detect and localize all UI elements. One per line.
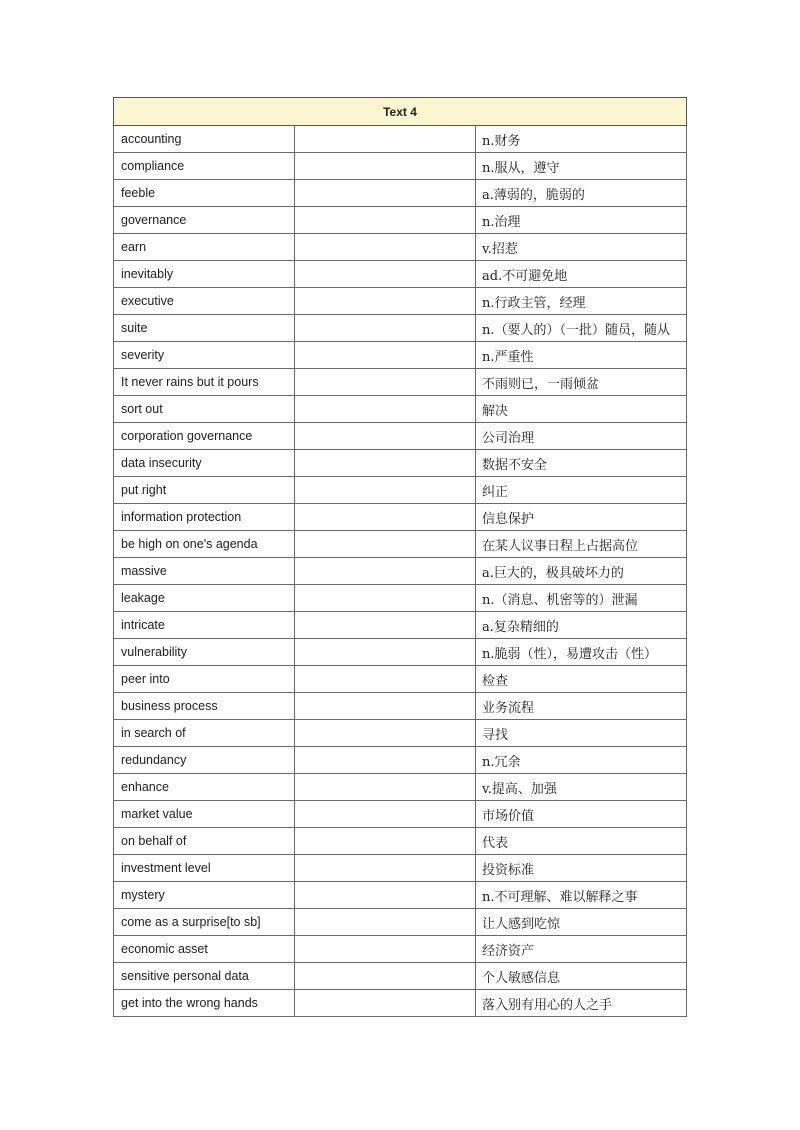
term-cell: corporation governance [114, 423, 295, 450]
blank-cell [295, 639, 476, 666]
term-cell: get into the wrong hands [114, 990, 295, 1017]
term-cell: executive [114, 288, 295, 315]
term-cell: intricate [114, 612, 295, 639]
blank-cell [295, 477, 476, 504]
table-row [114, 936, 687, 963]
definition-cell: n.治理 [476, 207, 687, 234]
blank-cell [295, 828, 476, 855]
definition-cell: 让人感到吃惊 [476, 909, 687, 936]
definition-cell: 市场价值 [476, 801, 687, 828]
blank-cell [295, 990, 476, 1017]
table-row [114, 315, 687, 342]
table-row [114, 990, 687, 1017]
table-row [114, 882, 687, 909]
term-cell: suite [114, 315, 295, 342]
blank-cell [295, 288, 476, 315]
table-row [114, 450, 687, 477]
definition-cell: 经济资产 [476, 936, 687, 963]
definition-cell: 数据不安全 [476, 450, 687, 477]
term-cell: on behalf of [114, 828, 295, 855]
definition-cell: 信息保护 [476, 504, 687, 531]
term-cell: market value [114, 801, 295, 828]
definition-cell: 寻找 [476, 720, 687, 747]
term-cell: data insecurity [114, 450, 295, 477]
term-cell: compliance [114, 153, 295, 180]
definition-cell: n.不可理解、难以解释之事 [476, 882, 687, 909]
definition-cell: ad.不可避免地 [476, 261, 687, 288]
table-row [114, 369, 687, 396]
table-row [114, 504, 687, 531]
blank-cell [295, 342, 476, 369]
blank-cell [295, 666, 476, 693]
blank-cell [295, 126, 476, 153]
term-cell: come as a surprise[to sb] [114, 909, 295, 936]
blank-cell [295, 963, 476, 990]
table-row [114, 855, 687, 882]
definition-cell: 落入别有用心的人之手 [476, 990, 687, 1017]
table-row [114, 396, 687, 423]
table-row [114, 477, 687, 504]
table-row [114, 261, 687, 288]
blank-cell [295, 855, 476, 882]
definition-cell: 在某人议事日程上占据高位 [476, 531, 687, 558]
term-cell: massive [114, 558, 295, 585]
blank-cell [295, 396, 476, 423]
definition-cell: n.（要人的）（一批）随员，随从 [476, 315, 687, 342]
blank-cell [295, 153, 476, 180]
table-row [114, 747, 687, 774]
definition-cell: n.冗余 [476, 747, 687, 774]
table-row [114, 693, 687, 720]
blank-cell [295, 531, 476, 558]
term-cell: It never rains but it pours [114, 369, 295, 396]
definition-cell: 检查 [476, 666, 687, 693]
definition-cell: n.财务 [476, 126, 687, 153]
blank-cell [295, 450, 476, 477]
definition-cell: 纠正 [476, 477, 687, 504]
table-row [114, 153, 687, 180]
definition-cell: n.服从，遵守 [476, 153, 687, 180]
term-cell: redundancy [114, 747, 295, 774]
term-cell: inevitably [114, 261, 295, 288]
term-cell: severity [114, 342, 295, 369]
blank-cell [295, 504, 476, 531]
definition-cell: 投资标准 [476, 855, 687, 882]
definition-cell: a.巨大的，极具破坏力的 [476, 558, 687, 585]
definition-cell: 代表 [476, 828, 687, 855]
table-row [114, 774, 687, 801]
table-row [114, 720, 687, 747]
blank-cell [295, 423, 476, 450]
term-cell: feeble [114, 180, 295, 207]
blank-cell [295, 612, 476, 639]
blank-cell [295, 720, 476, 747]
term-cell: in search of [114, 720, 295, 747]
table-body [114, 126, 687, 1017]
term-cell: accounting [114, 126, 295, 153]
blank-cell [295, 909, 476, 936]
blank-cell [295, 801, 476, 828]
vocabulary-table [113, 97, 687, 1017]
term-cell: information protection [114, 504, 295, 531]
table-row [114, 963, 687, 990]
blank-cell [295, 315, 476, 342]
table-row [114, 288, 687, 315]
definition-cell: n.（消息、机密等的）泄漏 [476, 585, 687, 612]
blank-cell [295, 936, 476, 963]
term-cell: be high on one's agenda [114, 531, 295, 558]
term-cell: business process [114, 693, 295, 720]
term-cell: enhance [114, 774, 295, 801]
definition-cell: 解决 [476, 396, 687, 423]
table-row [114, 801, 687, 828]
blank-cell [295, 774, 476, 801]
definition-cell: v.招惹 [476, 234, 687, 261]
table-row [114, 909, 687, 936]
definition-cell: 个人敏感信息 [476, 963, 687, 990]
definition-cell: 不雨则已，一雨倾盆 [476, 369, 687, 396]
definition-cell: a.复杂精细的 [476, 612, 687, 639]
table-row [114, 558, 687, 585]
table-row [114, 234, 687, 261]
term-cell: vulnerability [114, 639, 295, 666]
table-header-row [114, 98, 687, 126]
blank-cell [295, 234, 476, 261]
table-row [114, 207, 687, 234]
term-cell: governance [114, 207, 295, 234]
table-row [114, 666, 687, 693]
blank-cell [295, 369, 476, 396]
term-cell: investment level [114, 855, 295, 882]
table-row [114, 585, 687, 612]
blank-cell [295, 558, 476, 585]
term-cell: put right [114, 477, 295, 504]
table-row [114, 126, 687, 153]
definition-cell: a.薄弱的，脆弱的 [476, 180, 687, 207]
table-row [114, 180, 687, 207]
table-title: Text 4 [114, 98, 687, 126]
definition-cell: 业务流程 [476, 693, 687, 720]
table-row [114, 342, 687, 369]
blank-cell [295, 585, 476, 612]
definition-cell: 公司治理 [476, 423, 687, 450]
term-cell: economic asset [114, 936, 295, 963]
term-cell: mystery [114, 882, 295, 909]
blank-cell [295, 747, 476, 774]
term-cell: sensitive personal data [114, 963, 295, 990]
term-cell: earn [114, 234, 295, 261]
table-row [114, 828, 687, 855]
table-row [114, 639, 687, 666]
term-cell: sort out [114, 396, 295, 423]
blank-cell [295, 207, 476, 234]
table-row [114, 612, 687, 639]
term-cell: peer into [114, 666, 295, 693]
term-cell: leakage [114, 585, 295, 612]
blank-cell [295, 693, 476, 720]
blank-cell [295, 261, 476, 288]
table-row [114, 423, 687, 450]
definition-cell: n.严重性 [476, 342, 687, 369]
definition-cell: n.脆弱（性），易遭攻击（性） [476, 639, 687, 666]
blank-cell [295, 180, 476, 207]
table-row [114, 531, 687, 558]
definition-cell: n.行政主管，经理 [476, 288, 687, 315]
definition-cell: v.提高、加强 [476, 774, 687, 801]
blank-cell [295, 882, 476, 909]
